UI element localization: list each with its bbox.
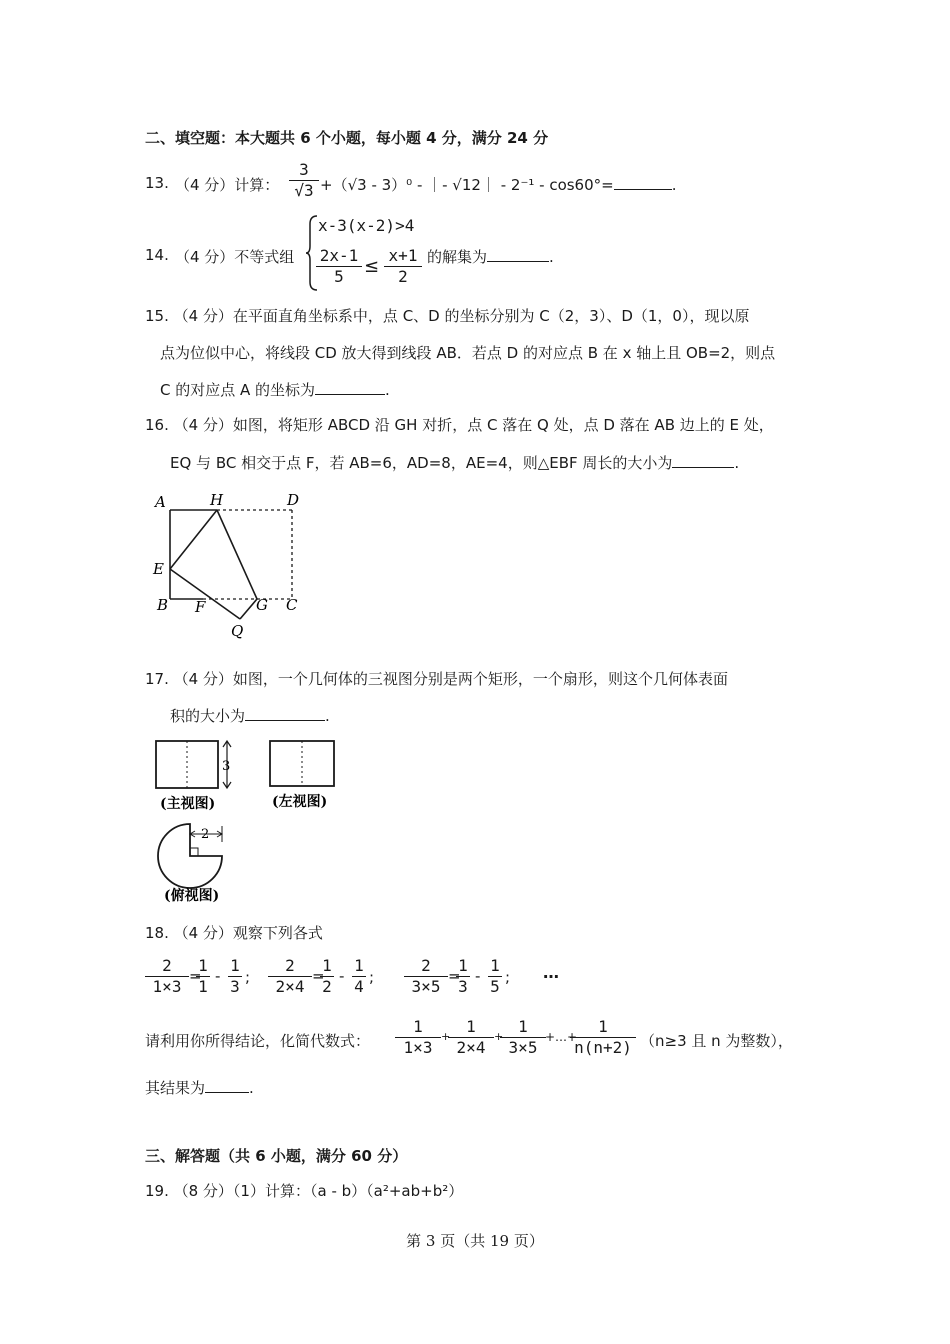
label-A: A <box>155 493 166 511</box>
q14-fraction-2: x+1 2 <box>384 246 422 287</box>
ex1-lhs: 2 1×3 <box>145 956 189 997</box>
q18-line-1: 18. （4 分）观察下列各式 <box>145 924 323 942</box>
sum-plus-1: + <box>441 1030 451 1043</box>
q14-points: （4 分）不等式组 <box>175 248 295 266</box>
q17-line-2: 积的大小为 . <box>170 707 330 725</box>
q18-answer-blank[interactable] <box>205 1078 249 1093</box>
ex2-term-a: 1 2 <box>320 956 334 997</box>
label-G: G <box>256 596 268 614</box>
ex1-semicolon: ; <box>245 968 251 986</box>
sum-term-3: 1 3×5 <box>500 1017 546 1058</box>
ex2-lhs: 2 2×4 <box>268 956 312 997</box>
front-view-rect <box>156 741 218 788</box>
label-H: H <box>210 491 224 509</box>
ex1-term-a: 1 1 <box>196 956 210 997</box>
ex-ellipsis: … <box>543 963 559 982</box>
q18-condition: （n≥3 且 n 为整数）， <box>640 1032 793 1050</box>
q14-number: 14. <box>145 246 169 264</box>
q13-expression: +（√3 - 3）⁰ - ｜- √12｜ - 2⁻¹ - cos60°= . <box>320 176 677 194</box>
page-footer: 第 3 页（共 19 页） <box>406 1232 544 1250</box>
sum-term-n: 1 n(n+2) <box>570 1017 636 1058</box>
q17-three-views <box>150 734 350 906</box>
q13-answer-blank[interactable] <box>614 175 672 190</box>
ex1-minus: - <box>215 967 221 985</box>
q14-tail: 的解集为 . <box>427 248 554 266</box>
q15-line-3: C 的对应点 A 的坐标为 . <box>160 381 390 399</box>
label-D: D <box>287 491 300 509</box>
q15-answer-blank[interactable] <box>315 380 385 395</box>
q15-line-1: 15. （4 分）在平面直角坐标系中，点 C、D 的坐标分别为 C（2，3）、D（1，0），现以原 <box>145 307 750 325</box>
ex3-equals: = <box>448 967 461 985</box>
label-Q: Q <box>231 622 244 640</box>
ex3-term-a: 1 3 <box>456 956 470 997</box>
q17-answer-blank[interactable] <box>245 706 325 721</box>
sum-term-1: 1 1×3 <box>395 1017 441 1058</box>
ex1-equals: = <box>189 967 202 985</box>
q16-line-2: EQ 与 BC 相交于点 F，若 AB=6，AD=8，AE=4，则△EBF 周长的大小为 . <box>170 454 740 472</box>
label-F: F <box>195 598 206 616</box>
top-view-caption: (俯视图) <box>164 888 220 904</box>
ex3-minus: - <box>475 967 481 985</box>
left-view-caption: (左视图) <box>272 794 328 810</box>
ex2-semicolon: ; <box>369 968 375 986</box>
section-3-title: 三、解答题（共 6 小题，满分 60 分） <box>145 1147 408 1165</box>
q14-answer-blank[interactable] <box>487 247 549 262</box>
q14-fraction-1: 2x-1 5 <box>316 246 362 287</box>
section-2-title: 二、填空题：本大题共 6 个小题，每小题 4 分，满分 24 分 <box>145 129 549 147</box>
ex3-semicolon: ; <box>505 968 511 986</box>
segment-EH <box>170 510 217 569</box>
ex3-lhs: 2 3×5 <box>404 956 448 997</box>
q16-line-1: 16. （4 分）如图，将矩形 ABCD 沿 GH 对折，点 C 落在 Q 处，点 D 落在 AB 边上的 E 处， <box>145 416 774 434</box>
dimension-3: 3 <box>222 759 231 774</box>
sum-term-2: 1 2×4 <box>448 1017 494 1058</box>
ex1-term-b: 1 3 <box>228 956 242 997</box>
question-19: 19. （8 分）（1）计算：（a - b）（a²+ab+b²） <box>145 1182 464 1200</box>
segment-HG <box>217 510 257 599</box>
sum-plus-2: + <box>494 1030 504 1043</box>
label-E: E <box>153 560 164 578</box>
q16-answer-blank[interactable] <box>672 453 734 468</box>
label-B: B <box>157 596 169 614</box>
front-view-caption: (主视图) <box>160 796 216 812</box>
ex2-minus: - <box>339 967 345 985</box>
q14-leq: ≤ <box>364 256 380 277</box>
label-C: C <box>286 596 298 614</box>
q18-result: 其结果为 . <box>145 1079 254 1097</box>
ex2-equals: = <box>312 967 325 985</box>
q16-figure <box>145 488 315 643</box>
dimension-2: 2 <box>201 827 210 842</box>
q13-points: （4 分）计算： <box>175 176 280 194</box>
sum-dots: +…+ <box>545 1030 578 1044</box>
ex3-term-b: 1 5 <box>488 956 502 997</box>
q13-fraction: 3 √3 <box>289 160 319 201</box>
segment-QG <box>240 599 257 619</box>
q13-number: 13. <box>145 174 169 192</box>
ex2-term-b: 1 4 <box>352 956 366 997</box>
q17-line-1: 17. （4 分）如图，一个几何体的三视图分别是两个矩形，一个扇形，则这个几何体表面 <box>145 670 728 688</box>
q14-line1: x-3(x-2)>4 <box>318 216 415 235</box>
q15-line-2: 点为位似中心，将线段 CD 放大得到线段 AB．若点 D 的对应点 B 在 x 轴上且 OB=2，则点 <box>160 344 776 362</box>
q18-prompt: 请利用你所得结论，化简代数式： <box>145 1032 371 1050</box>
